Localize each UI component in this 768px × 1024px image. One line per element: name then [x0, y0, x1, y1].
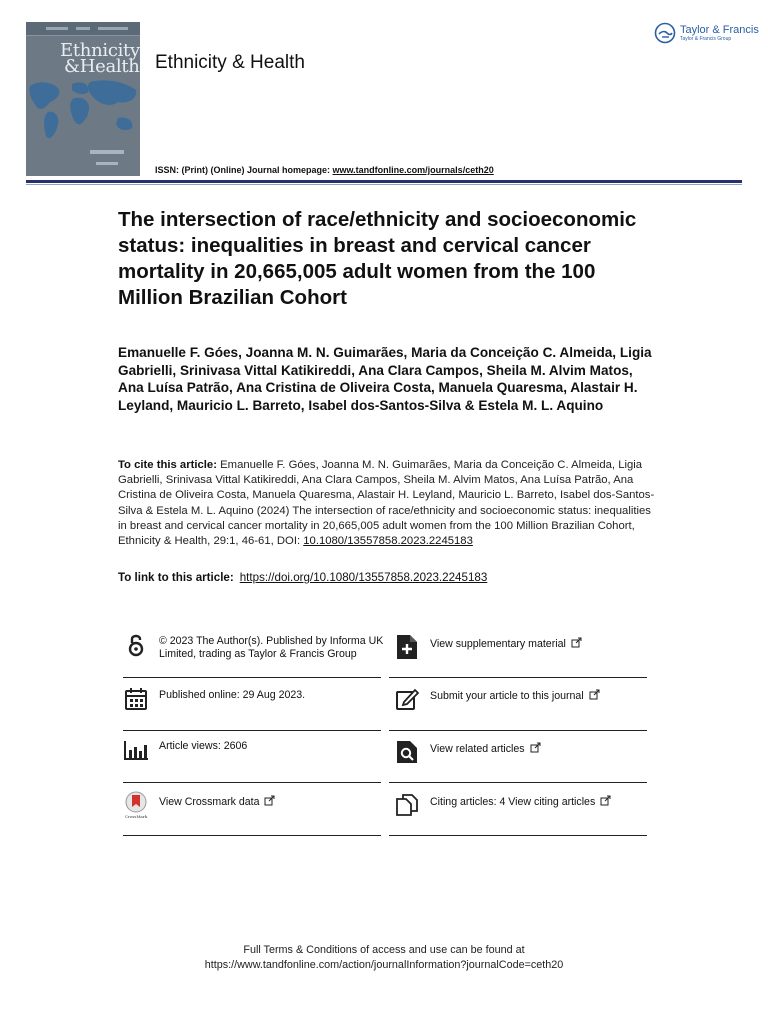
terms-url[interactable]: https://www.tandfonline.com/action/journalInformation?journalCode=ceth20 [204, 959, 564, 971]
external-link-icon [589, 689, 600, 700]
publisher-logo[interactable] [654, 22, 759, 44]
header-divider-thin [26, 184, 742, 185]
search-document-icon [394, 739, 420, 765]
crossmark-icon [123, 792, 149, 818]
bar-chart-icon [123, 737, 149, 763]
external-link-icon [571, 637, 582, 648]
cite-text: Emanuelle F. Góes, Joanna M. N. Guimarães, Maria da Conceição C. Almeida, Ligia Gabrielli, Srinivasa Vittal Katikireddi, Ana Clara Campos, Sheila M. Alvim Matos, Ana Luísa Patrão, Ana Cristina de Oliveira Costa, Manuela Quaresma, Alastair H. Leyland, Mauricio L. Barreto, Isabel dos-Santos-Silva & Estela M. L. Aquino (2024) The intersection of race/ethnicity and socioeconomic status: inequalities in breast and cervical cancer mortality in 20,665,005 adult women from the 100 Million Brazilian Cohort, Ethnicity & Health, 29:1, 46-61, DOI: [118, 459, 655, 548]
taylor-francis-icon [654, 22, 676, 44]
cover-publisher-text [96, 162, 118, 165]
related-articles-link[interactable] [394, 739, 656, 765]
world-map-graphic [26, 78, 140, 148]
external-link-icon [600, 795, 611, 806]
svg-text:CrossMark: CrossMark [124, 814, 148, 819]
cite-label: To cite this article: [118, 459, 217, 471]
publisher-subname: Taylor & Francis Group [680, 35, 732, 42]
article-views-text: Article views: 2606 [159, 740, 248, 752]
divider [389, 677, 647, 678]
external-link-icon [530, 742, 541, 753]
cover-title-line1: Ethnicity [60, 40, 140, 61]
crossmark-link[interactable] [123, 792, 385, 818]
supplementary-file-icon [394, 634, 420, 660]
terms-line: Full Terms & Conditions of access and use can be found at [243, 944, 525, 956]
citing-articles-icon [394, 792, 420, 818]
publisher-name: Taylor & Francis [680, 23, 759, 36]
open-access-icon [123, 632, 149, 658]
article-authors: Emanuelle F. Góes, Joanna M. N. Guimarães, Maria da Conceição C. Almeida, Ligia Gabrielli, Srinivasa Vittal Katikireddi, Ana Clara Campos, Sheila M. Alvim Matos, Ana Luísa Patrão, Ana Cristina de Oliveira Costa, Manuela Quaresma, Alastair H. Leyland, Mauricio L. Barreto, Isabel dos-Santos-Silva & Estela M. L. Aquino [118, 345, 652, 413]
journal-cover-image [26, 22, 140, 176]
related-text: View related articles [430, 743, 525, 755]
calendar-icon [123, 686, 149, 712]
open-access-license [123, 632, 385, 660]
supplementary-text: View supplementary material [430, 638, 566, 650]
divider [123, 730, 381, 731]
external-link-icon [264, 795, 275, 806]
divider [389, 835, 647, 836]
citing-articles-link[interactable] [394, 792, 656, 818]
supplementary-material-link[interactable] [394, 634, 656, 660]
header-divider [26, 180, 742, 183]
divider [389, 782, 647, 783]
terms-footer [0, 943, 768, 973]
crossmark-text: View Crossmark data [159, 796, 260, 808]
cover-title-line2: &Health [64, 56, 140, 77]
citing-text: Citing articles: 4 View citing articles [430, 796, 596, 808]
journal-homepage-link[interactable]: www.tandfonline.com/journals/ceth20 [332, 165, 494, 175]
issn-homepage-line [155, 165, 494, 175]
article-title: The intersection of race/ethnicity and socioeconomic status: inequalities in breast and cervical cancer mortality in 20,665,005 adult women from the 100 Million Brazilian Cohort [118, 208, 637, 309]
citation-block [118, 458, 658, 549]
cover-publisher-mark [90, 150, 124, 154]
published-online-text: Published online: 29 Aug 2023. [159, 689, 306, 701]
divider [123, 677, 381, 678]
published-online-item [123, 686, 385, 712]
license-text: © 2023 The Author(s). Published by Informa UK Limited, trading as Taylor & Francis Group [159, 635, 384, 660]
link-label: To link to this article: [118, 571, 234, 584]
divider [389, 730, 647, 731]
divider [123, 835, 381, 836]
edit-icon [394, 686, 420, 712]
cite-doi-link[interactable]: 10.1080/13557858.2023.2245183 [303, 535, 473, 548]
divider [123, 782, 381, 783]
doi-link[interactable]: https://doi.org/10.1080/13557858.2023.2245183 [239, 571, 488, 584]
journal-title[interactable]: Ethnicity & Health [155, 52, 305, 73]
submit-article-link[interactable] [394, 686, 656, 712]
issn-text: ISSN: (Print) (Online) Journal homepage: [155, 165, 333, 175]
article-views-item [123, 737, 385, 763]
article-link-line [118, 571, 678, 584]
submit-text: Submit your article to this journal [430, 690, 584, 702]
cover-top-band [26, 22, 140, 36]
